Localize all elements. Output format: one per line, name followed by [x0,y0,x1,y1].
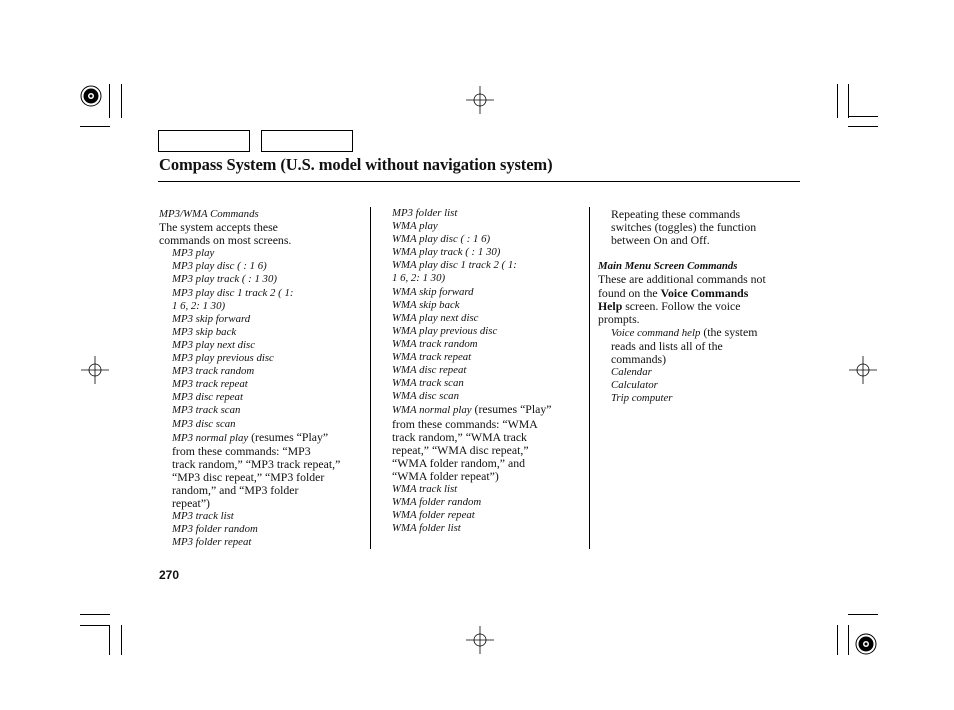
description-text: (resumes “Play” [474,402,552,417]
description-text: track random,” “WMA track [392,429,527,444]
description-text: “WMA folder random,” and [392,455,525,470]
repeat-note: between On and Off. [611,233,710,248]
command-item: Calculator [611,379,658,392]
crop-mark-line [121,84,122,118]
intro-line: The system accepts these [159,220,278,235]
crop-mark-line [109,625,110,655]
page-title: Compass System (U.S. model without navigation system) [159,155,553,174]
normal-play-line [159,431,367,445]
command-item: WMA folder random [392,496,482,509]
description-text: (resumes “Play” [251,429,329,444]
description-text: from these commands: “WMA [392,416,538,431]
command-item: MP3 skip forward [172,312,251,325]
command-item: MP3 folder list [392,207,458,219]
crop-mark-line [848,126,878,127]
command-item: 1 6, 2: 1 30) [392,272,446,285]
command-item: WMA skip forward [392,285,474,298]
intro-line [598,300,803,313]
column-3 [598,208,803,405]
command-item: WMA play previous disc [392,324,498,337]
crop-mark-line [837,84,838,118]
description-text: track random,” “MP3 track repeat,” [172,456,341,471]
command-item: WMA play disc 1 track 2 ( 1: [392,259,517,272]
description-text: repeat”) [172,496,210,511]
column-divider [589,207,590,549]
command-item: MP3 play [172,247,215,260]
voice-help-line [598,326,803,340]
command-item: WMA track list [392,482,458,495]
section-heading: MP3/WMA Commands [159,208,259,220]
registration-blob-icon [80,85,102,107]
command-item: WMA play track ( : 1 30) [392,246,501,259]
command-item: Calendar [611,366,652,379]
command-item: MP3 track scan [172,404,241,417]
crop-mark-line [121,625,122,655]
title-rule [158,181,800,182]
crop-mark-line [848,84,849,118]
registration-target-icon [466,626,494,654]
description-text: random,” and “MP3 folder [172,482,299,497]
registration-target-icon [466,86,494,114]
help-label: Help [598,298,623,313]
command-item: MP3 play track ( : 1 30) [172,273,277,286]
command-item: WMA normal play [392,404,472,417]
voice-commands-label: Voice Commands [660,285,749,300]
command-item: MP3 track random [172,365,255,378]
crop-mark-line [109,84,110,118]
command-item: WMA disc repeat [392,364,467,377]
command-item: WMA track repeat [392,351,472,364]
intro-line: commands on most screens. [159,233,292,248]
command-item: WMA play disc ( : 1 6) [392,233,491,246]
crop-mark-line [80,614,110,615]
intro-text: screen. Follow the voice [622,298,741,313]
command-item: MP3 play disc ( : 1 6) [172,260,267,273]
command-item: Voice command help [611,326,701,339]
page-number: 270 [159,568,180,582]
intro-line: prompts. [598,311,640,326]
header-tab-right [261,130,353,152]
command-item: MP3 play next disc [172,338,256,351]
registration-blob-icon [855,633,877,655]
description-text: (the system [703,324,758,339]
command-item: MP3 play disc 1 track 2 ( 1: [172,286,294,299]
command-item: MP3 track list [172,510,234,523]
spacer [598,247,803,260]
command-item: Trip computer [611,392,673,405]
command-item: MP3 play previous disc [172,352,274,365]
command-item: WMA folder list [392,522,461,535]
column-2 [392,207,586,535]
command-item: MP3 normal play [172,431,249,444]
command-item: MP3 disc scan [172,417,236,430]
section-heading: Main Menu Screen Commands [598,260,738,273]
command-item: 1 6, 2: 1 30) [172,299,226,312]
command-item: WMA folder repeat [392,509,475,522]
crop-mark-line [80,625,110,626]
command-item: MP3 track repeat [172,378,248,391]
command-item: WMA disc scan [392,390,459,403]
command-item: MP3 folder random [172,523,258,536]
command-item: WMA track scan [392,377,464,390]
description-text: commands) [611,352,667,367]
description-text: “WMA folder repeat”) [392,468,499,483]
repeat-note: Repeating these commands [611,207,741,221]
crop-mark-line [848,116,878,117]
crop-mark-line [848,625,849,655]
description-text: “MP3 disc repeat,” “MP3 folder [172,469,325,484]
repeat-note: switches (toggles) the function [611,220,757,235]
header-tab-left [158,130,250,152]
column-divider [370,207,371,549]
description-text: from these commands: “MP3 [172,443,311,458]
crop-mark-line [837,625,838,655]
command-item: WMA skip back [392,298,460,311]
registration-target-icon [849,356,877,384]
description-text: reads and lists all of the [611,338,723,353]
description-text: repeat,” “WMA disc repeat,” [392,442,529,457]
intro-text: found on the [598,285,661,300]
crop-mark-line [80,126,110,127]
command-item: WMA play next disc [392,311,479,324]
command-item: MP3 skip back [172,325,237,338]
command-item: MP3 disc repeat [172,391,243,404]
normal-play-line [392,403,586,417]
crop-mark-line [848,614,878,615]
command-item: WMA play [392,220,438,233]
column-1 [159,208,367,549]
intro-line: These are additional commands not [598,272,766,287]
command-item: MP3 folder repeat [172,536,252,549]
command-item: WMA track random [392,337,478,350]
registration-target-icon [81,356,109,384]
